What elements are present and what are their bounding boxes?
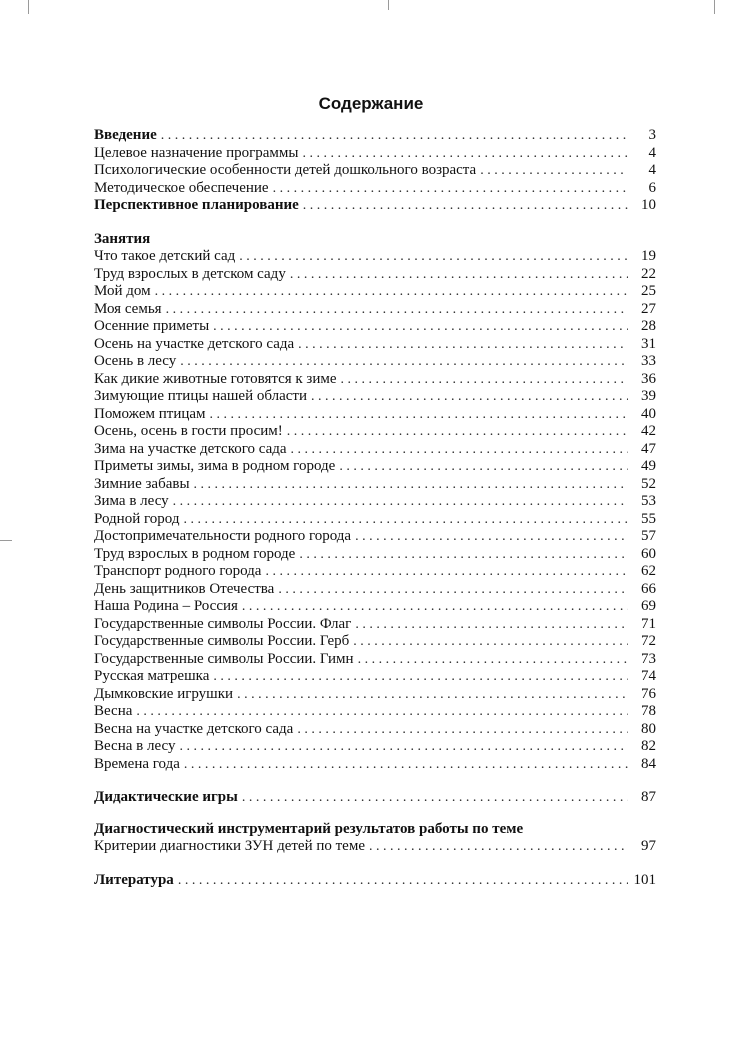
dot-leader (242, 789, 628, 807)
toc-entry-label: Достопримечательности родного города (94, 528, 352, 544)
toc-entry-label: Как дикие животные готовятся к зиме (94, 370, 337, 387)
toc-entry-label: Зимующие птицы нашей области (94, 388, 308, 404)
crop-mark (714, 0, 715, 14)
dot-leader (302, 145, 628, 163)
toc-entry[interactable] (94, 423, 656, 441)
toc-entry-page: 49 (641, 458, 656, 474)
toc-entry-page: 4 (648, 144, 656, 161)
dot-leader (210, 406, 628, 424)
toc-entry[interactable] (94, 668, 656, 686)
toc-entry-page: 101 (633, 871, 656, 888)
toc-entry-label: Государственные символы России. Флаг (94, 615, 352, 632)
dot-leader (290, 266, 628, 284)
toc-entry-page: 84 (641, 755, 656, 772)
toc-entry[interactable] (94, 493, 656, 511)
toc-entry-page: 73 (641, 650, 656, 667)
dot-leader (339, 458, 628, 476)
toc-entry-label: Весна на участке детского сада (94, 720, 294, 737)
toc-entry-diagnostics[interactable] (94, 838, 656, 856)
toc-entry-games[interactable] (94, 789, 656, 807)
toc-entry-page: 22 (641, 265, 656, 282)
crop-mark (0, 540, 12, 541)
toc-entry-page: 71 (641, 615, 656, 632)
toc-entry-label: Мой дом (94, 283, 151, 299)
toc-entry[interactable] (94, 458, 656, 476)
dot-leader (341, 371, 628, 389)
dot-leader (242, 598, 628, 616)
toc-entry-label: Родной город (94, 510, 180, 527)
toc-entry-label: Зима на участке детского сада (94, 440, 287, 457)
dot-leader (480, 162, 628, 180)
dot-leader (297, 721, 628, 739)
toc-entry-page: 69 (641, 598, 656, 614)
toc-entry-page: 3 (648, 127, 656, 143)
toc-entry-label: Введение (94, 127, 157, 143)
dot-leader (355, 528, 628, 546)
toc-entry-label: Целевое назначение программы (94, 144, 299, 161)
toc-entry[interactable] (94, 703, 656, 721)
toc-entry[interactable] (94, 180, 656, 198)
toc-entry-label: Зимние забавы (94, 475, 190, 492)
toc-entry-label: Наша Родина – Россия (94, 598, 238, 614)
toc-entry-page: 60 (641, 545, 656, 562)
toc-intro-section (94, 127, 656, 215)
crop-mark (388, 0, 389, 10)
dot-leader (173, 493, 628, 511)
section-heading-diagnostics: Диагностический инструментарий результатов работы по теме (94, 820, 524, 837)
toc-entry-page: 31 (641, 335, 656, 352)
toc-entry-page: 53 (641, 493, 656, 509)
toc-entry-page: 74 (641, 668, 656, 684)
dot-leader (303, 197, 628, 215)
toc-entry[interactable] (94, 581, 656, 599)
section-heading-lessons: Занятия (94, 230, 151, 247)
toc-entry[interactable] (94, 528, 656, 546)
toc-entry-label: Зима в лесу (94, 493, 169, 509)
toc-entry[interactable] (94, 283, 656, 301)
toc-entry-page: 52 (641, 475, 656, 492)
toc-entry-label: Поможем птицам (94, 405, 206, 422)
dot-leader (369, 838, 628, 856)
toc-entry[interactable] (94, 511, 656, 529)
toc-entry-label: Методическое обеспечение (94, 179, 269, 196)
dot-leader (299, 546, 628, 564)
toc-entry-page: 39 (641, 388, 656, 404)
toc-entry-page: 76 (641, 685, 656, 702)
dot-leader (353, 633, 628, 651)
toc-entry[interactable] (94, 616, 656, 634)
dot-leader (237, 686, 628, 704)
section-gap (94, 856, 656, 872)
toc-entry-label: Русская матрешка (94, 668, 210, 684)
toc-entry-page: 72 (641, 633, 656, 649)
toc-entry-page: 78 (641, 703, 656, 719)
dot-leader (179, 738, 628, 756)
toc-entry-page: 82 (641, 738, 656, 754)
toc-entry[interactable] (94, 756, 656, 774)
table-of-contents (94, 127, 656, 889)
toc-entry[interactable] (94, 336, 656, 354)
dot-leader (273, 180, 628, 198)
dot-leader (278, 581, 628, 599)
toc-entry-label: Осень в лесу (94, 353, 177, 369)
dot-leader (213, 318, 628, 336)
toc-entry-page: 6 (648, 179, 656, 196)
section-gap (94, 773, 656, 789)
dot-leader (291, 441, 628, 459)
toc-entry-label: Труд взрослых в детском саду (94, 265, 286, 282)
toc-entry-page: 28 (641, 318, 656, 334)
toc-entry-label: Осенние приметы (94, 318, 210, 334)
toc-entry-label: Труд взрослых в родном городе (94, 545, 296, 562)
toc-entry-label: Дымковские игрушки (94, 685, 234, 702)
dot-leader (358, 651, 628, 669)
toc-entry[interactable] (94, 127, 656, 145)
dot-leader (311, 388, 628, 406)
toc-entry-label: Весна (94, 703, 133, 719)
toc-entry-label: Моя семья (94, 300, 162, 317)
page-title: Содержание (318, 94, 424, 113)
toc-entry-label: Весна в лесу (94, 738, 176, 754)
toc-entry-page: 36 (641, 370, 656, 387)
toc-entry[interactable] (94, 476, 656, 494)
toc-entry-label: Дидактические игры (94, 789, 238, 805)
toc-entry-page: 10 (641, 197, 656, 213)
dot-leader (194, 476, 628, 494)
toc-entry-page: 62 (641, 563, 656, 579)
dot-leader (136, 703, 628, 721)
dot-leader (239, 248, 628, 266)
toc-entry[interactable] (94, 371, 656, 389)
dot-leader (298, 336, 628, 354)
toc-entry-page: 97 (641, 838, 656, 854)
dot-leader (155, 283, 628, 301)
toc-entry-label: Осень, осень в гости просим! (94, 423, 283, 439)
toc-entry[interactable] (94, 633, 656, 651)
dot-leader (265, 563, 628, 581)
toc-entry-label: Что такое детский сад (94, 248, 236, 264)
toc-entry-label: Государственные символы России. Герб (94, 633, 350, 649)
dot-leader (166, 301, 628, 319)
toc-entry[interactable] (94, 686, 656, 704)
dot-leader (178, 872, 628, 890)
dot-leader (287, 423, 628, 441)
toc-entry-page: 27 (641, 300, 656, 317)
toc-entry-page: 40 (641, 405, 656, 422)
toc-entry-label: Перспективное планирование (94, 197, 299, 213)
toc-entry[interactable] (94, 162, 656, 180)
toc-entry[interactable] (94, 721, 656, 739)
section-gap (94, 807, 656, 821)
toc-entry-page: 80 (641, 720, 656, 737)
toc-entry[interactable] (94, 318, 656, 336)
toc-entry-label: Осень на участке детского сада (94, 335, 295, 352)
toc-entry-page: 33 (641, 353, 656, 369)
toc-entry-label: Приметы зимы, зима в родном городе (94, 458, 336, 474)
toc-entry[interactable] (94, 441, 656, 459)
toc-entry[interactable] (94, 563, 656, 581)
toc-entry[interactable] (94, 546, 656, 564)
toc-entry-page: 57 (641, 528, 656, 544)
toc-entry[interactable] (94, 406, 656, 424)
toc-entry-page: 47 (641, 440, 656, 457)
toc-entry[interactable] (94, 197, 656, 215)
crop-mark (28, 0, 29, 14)
toc-entry-page: 4 (648, 162, 656, 178)
toc-entry[interactable] (94, 266, 656, 284)
dot-leader (161, 127, 628, 145)
toc-entry-label: День защитников Отечества (94, 580, 275, 597)
toc-entry-page: 87 (641, 789, 656, 805)
dot-leader (184, 756, 628, 774)
toc-entry-literature[interactable] (94, 872, 656, 890)
toc-entry-page: 55 (641, 510, 656, 527)
toc-entry-page: 42 (641, 423, 656, 439)
toc-entry-page: 25 (641, 283, 656, 299)
toc-entry-label: Психологические особенности детей дошкольного возраста (94, 162, 477, 178)
toc-entry[interactable] (94, 248, 656, 266)
toc-entry-label: Государственные символы России. Гимн (94, 650, 354, 667)
toc-entry-label: Транспорт родного города (94, 563, 262, 579)
toc-entry-label: Времена года (94, 755, 180, 772)
toc-entry[interactable] (94, 738, 656, 756)
toc-entry-label: Литература (94, 871, 174, 888)
toc-entry[interactable] (94, 388, 656, 406)
toc-entry[interactable] (94, 145, 656, 163)
section-gap (94, 215, 656, 231)
dot-leader (180, 353, 628, 371)
dot-leader (183, 511, 628, 529)
dot-leader (355, 616, 628, 634)
toc-entry-page: 19 (641, 248, 656, 264)
toc-entry[interactable] (94, 651, 656, 669)
toc-entry-page: 66 (641, 580, 656, 597)
dot-leader (213, 668, 628, 686)
toc-entry[interactable] (94, 598, 656, 616)
toc-entry-label: Критерии диагностики ЗУН детей по теме (94, 838, 365, 854)
toc-lessons-section (94, 248, 656, 773)
toc-entry[interactable] (94, 353, 656, 371)
toc-entry[interactable] (94, 301, 656, 319)
